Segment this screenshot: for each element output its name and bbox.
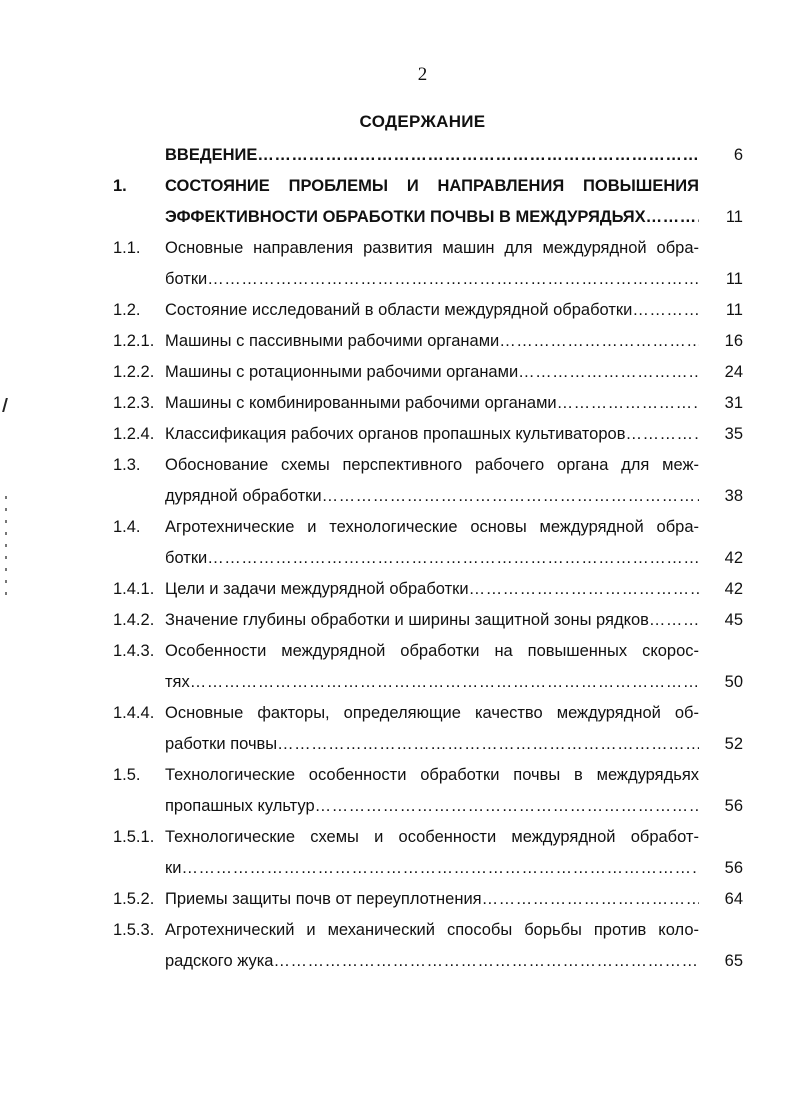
toc-entry-title-text: пропашных культур: [165, 797, 315, 815]
toc-entry: [113, 884, 743, 915]
margin-scan-marks: [5, 496, 7, 596]
toc-entry-number: 1.4.1.: [113, 580, 155, 598]
toc-entry-title-text: тях: [165, 673, 190, 691]
toc-entry-title-line: [165, 140, 699, 171]
toc-entry-number: 1.5.1.: [113, 828, 155, 846]
toc-entry-title: [165, 822, 699, 884]
toc-entry: [113, 574, 743, 605]
toc-entry-title-line: Обоснование схемы перспективного рабочего органа для меж-: [165, 456, 699, 474]
toc-leader-dots: [315, 791, 699, 822]
toc-leader-dots: [499, 326, 699, 357]
toc-entry-number: 1.4.3.: [113, 642, 155, 660]
toc-entry-title: [165, 605, 699, 636]
toc-entry-page: 31: [724, 394, 743, 412]
toc-entry-title-line: [165, 326, 699, 357]
toc-heading: СОДЕРЖАНИЕ: [359, 112, 486, 131]
toc-entry-title-line: [165, 574, 699, 605]
toc-leader-dots: [273, 946, 699, 977]
toc-entry-title-line: [165, 946, 699, 977]
toc-leader-dots: [207, 264, 699, 295]
toc-leader-dots: [257, 140, 699, 171]
toc-entry-number: 1.5.3.: [113, 921, 155, 939]
toc-entry-number: 1.4.2.: [113, 611, 155, 629]
toc-entry-title-line: [165, 264, 699, 295]
toc-entry: [113, 419, 743, 450]
toc-entry-title-line: [165, 295, 699, 326]
toc-leader-dots: [518, 357, 699, 388]
toc-leader-dots: [649, 605, 699, 636]
toc-entry-title-line: [165, 357, 699, 388]
toc-entry-title-line: Технологические схемы и особенности междурядной обработ-: [165, 828, 699, 846]
toc-entry: [113, 512, 743, 574]
toc-leader-dots: [557, 388, 699, 419]
toc-entry-title: [165, 915, 699, 977]
toc-entry-title: [165, 233, 699, 295]
toc-leader-dots: [277, 729, 699, 760]
toc-entry-title: [165, 450, 699, 512]
toc-entry-title-line: Основные факторы, определяющие качество междурядной об-: [165, 704, 699, 722]
toc-entry-title-line: СОСТОЯНИЕ ПРОБЛЕМЫ И НАПРАВЛЕНИЯ ПОВЫШЕНИЯ: [165, 177, 699, 195]
toc-entry-title-line: [165, 791, 699, 822]
toc-entry-page: 11: [725, 301, 743, 319]
toc-entry-title-line: Особенности междурядной обработки на повышенных скорос-: [165, 642, 699, 660]
toc-entry-title-line: Агротехнические и технологические основы междурядной обра-: [165, 518, 699, 536]
toc-entry-number: 1.4.4.: [113, 704, 155, 722]
toc-entry-number: 1.5.: [113, 766, 141, 784]
toc-entry: [113, 915, 743, 977]
toc-leader-dots: [632, 295, 699, 326]
toc-entry-title-text: Цели и задачи междурядной обработки: [165, 580, 469, 598]
toc-entry-title-line: [165, 419, 699, 450]
toc-entry-title-line: [165, 729, 699, 760]
toc-entry-number: 1.2.4.: [113, 425, 155, 443]
toc-entry: [113, 388, 743, 419]
toc-entry-title: [165, 326, 699, 357]
toc-entry-number: 1.5.2.: [113, 890, 155, 908]
toc-entry-title: [165, 419, 699, 450]
toc-entry-page: 6: [733, 146, 743, 164]
toc-entry-page: 24: [724, 363, 743, 381]
toc-entry-page: 56: [724, 859, 743, 877]
toc-entry-title-text: ВВЕДЕНИЕ: [165, 146, 258, 164]
toc-entry-title-line: [165, 853, 699, 884]
toc-entry-number: 1.1.: [113, 239, 141, 257]
toc-entry-title: [165, 357, 699, 388]
toc-entry-title-text: радского жука: [165, 952, 274, 970]
toc-entry: [113, 357, 743, 388]
toc-entry-page: 50: [724, 673, 743, 691]
toc-entry-title: [165, 574, 699, 605]
toc-entry-title-line: [165, 543, 699, 574]
toc-entry-page: 16: [724, 332, 743, 350]
toc-entry-page: 56: [724, 797, 743, 815]
toc-leader-dots: [190, 667, 699, 698]
toc-entry-title-text: Приемы защиты почв от переуплотнения: [165, 890, 482, 908]
toc-entry: [113, 822, 743, 884]
toc-entry-title-text: работки почвы: [165, 735, 278, 753]
toc-entry-title: [165, 760, 699, 822]
toc-entry-title-line: Агротехнический и механический способы борьбы против коло-: [165, 921, 699, 939]
page-number: 2: [417, 64, 428, 85]
toc-entry-title-text: Классификация рабочих органов пропашных культиваторов: [165, 425, 626, 443]
toc-leader-dots: [207, 543, 699, 574]
toc-entry-title-line: Основные направления развития машин для междурядной обра-: [165, 239, 699, 257]
toc-entry-title-text: Машины с пассивными рабочими органами: [165, 332, 500, 350]
toc-entry-title-line: Технологические особенности обработки почвы в междурядьях: [165, 766, 699, 784]
toc-leader-dots: [181, 853, 699, 884]
toc-entry: [113, 295, 743, 326]
toc-entry-page: 38: [724, 487, 743, 505]
toc-entry: [113, 605, 743, 636]
toc-entry-page: 11: [725, 270, 743, 288]
toc-leader-dots: [322, 481, 699, 512]
toc-entry-title-line: [165, 388, 699, 419]
toc-leader-dots: [646, 202, 699, 233]
toc-entry-title-text: Машины с комбинированными рабочими органами: [165, 394, 557, 412]
toc-leader-dots: [482, 884, 699, 915]
toc-entry-page: 52: [724, 735, 743, 753]
toc-entry: [113, 171, 743, 233]
toc-entry-number: 1.2.1.: [113, 332, 155, 350]
table-of-contents: [113, 140, 743, 977]
toc-entry-number: 1.4.: [113, 518, 141, 536]
toc-entry-title-text: дурядной обработки: [165, 487, 322, 505]
toc-entry-page: 65: [724, 952, 743, 970]
toc-entry-title-text: ботки: [165, 270, 208, 288]
toc-entry-title: [165, 295, 699, 326]
toc-entry-page: 11: [725, 208, 743, 226]
margin-pen-mark: [2, 398, 11, 412]
toc-entry-title: [165, 171, 699, 233]
toc-entry-number: 1.2.3.: [113, 394, 155, 412]
toc-entry-page: 42: [724, 549, 743, 567]
toc-entry-title-text: Состояние исследований в области междурядной обработки: [165, 301, 633, 319]
toc-entry-title: [165, 698, 699, 760]
toc-entry-title-line: [165, 202, 699, 233]
toc-entry-page: 42: [724, 580, 743, 598]
toc-entry-title-text: Машины с ротационными рабочими органами: [165, 363, 519, 381]
toc-entry-number: 1.3.: [113, 456, 141, 474]
toc-entry-title-line: [165, 667, 699, 698]
toc-entry-page: 35: [724, 425, 743, 443]
toc-entry-page: 64: [724, 890, 743, 908]
toc-entry: [113, 698, 743, 760]
toc-entry-number: 1.2.2.: [113, 363, 155, 381]
toc-entry-title-text: ботки: [165, 549, 208, 567]
toc-entry-title-line: [165, 884, 699, 915]
toc-entry-title-text: Значение глубины обработки и ширины защитной зоны рядков: [165, 611, 649, 629]
toc-leader-dots: [625, 419, 699, 450]
toc-entry: [113, 636, 743, 698]
toc-entry: [113, 326, 743, 357]
toc-entry-title: [165, 388, 699, 419]
toc-entry: [113, 140, 743, 171]
toc-leader-dots: [469, 574, 699, 605]
toc-entry-title-line: [165, 605, 699, 636]
toc-entry: [113, 233, 743, 295]
toc-entry: [113, 760, 743, 822]
toc-entry-title-text: ки: [165, 859, 182, 877]
toc-entry-title: [165, 140, 699, 171]
toc-entry-number: 1.2.: [113, 301, 141, 319]
toc-entry-title-text: ЭФФЕКТИВНОСТИ ОБРАБОТКИ ПОЧВЫ В МЕЖДУРЯДЬЯХ: [165, 208, 646, 226]
toc-entry: [113, 450, 743, 512]
toc-entry-page: 45: [724, 611, 743, 629]
toc-entry-number: 1.: [113, 177, 127, 195]
toc-entry-title: [165, 636, 699, 698]
toc-entry-title: [165, 512, 699, 574]
toc-entry-title-line: [165, 481, 699, 512]
toc-entry-title: [165, 884, 699, 915]
